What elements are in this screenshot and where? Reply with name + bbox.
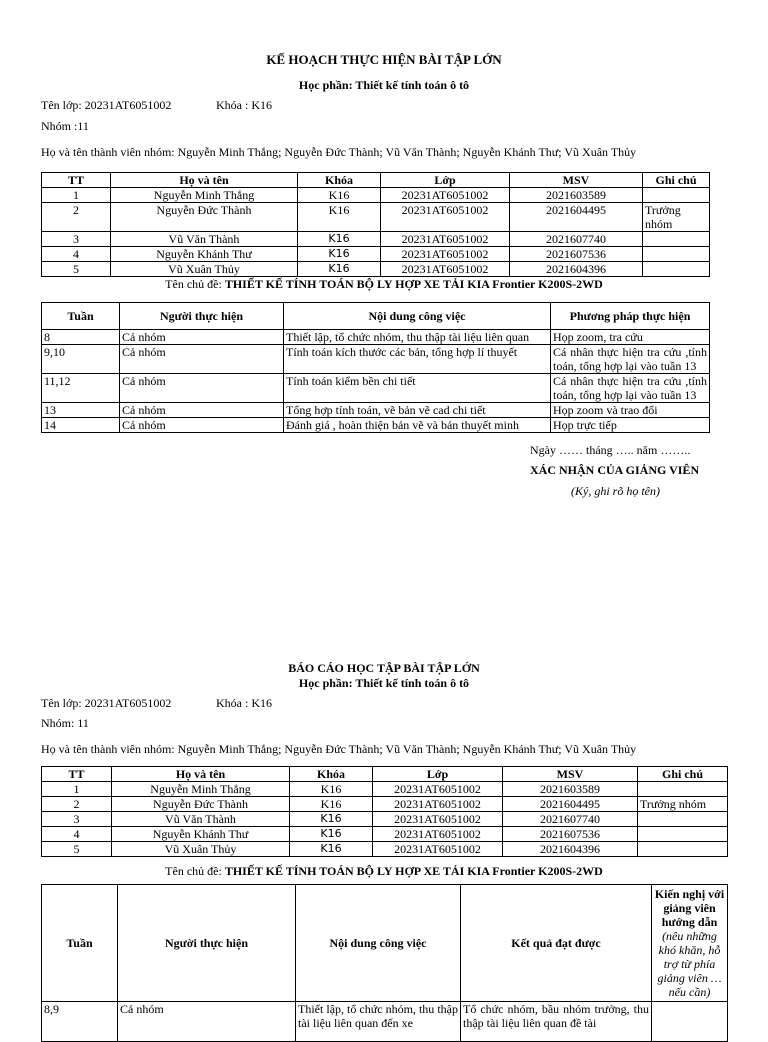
header-class: Lớp: [373, 767, 503, 782]
table-row: [42, 262, 710, 277]
cell-note: [638, 842, 728, 857]
cell-course: K16: [290, 797, 373, 812]
header-content: Nội dung công việc: [284, 303, 551, 330]
cell-msv: 2021604495: [503, 797, 638, 812]
cell-tt: 3: [42, 812, 112, 827]
cell-person: Cả nhóm: [120, 330, 284, 345]
report-title: BÁO CÁO HỌC TẬP BÀI TẬP LỚN: [288, 661, 480, 675]
table-row: [42, 203, 710, 232]
cell-method: Họp trực tiếp: [551, 418, 710, 433]
cell-msv: 2021604396: [510, 262, 643, 277]
cell-person: Cả nhóm: [120, 403, 284, 418]
topic-name: THIẾT KẾ TÍNH TOÁN BỘ LY HỢP XE TẢI KIA Frontier K200S-2WD: [224, 864, 603, 878]
cell-note: [643, 232, 710, 247]
cell-week: 8,9: [42, 1002, 118, 1042]
topic-label: Tên chủ đề:: [165, 277, 225, 291]
cell-msv: 2021604396: [503, 842, 638, 857]
plan-table: [41, 302, 710, 433]
cell-msv: 2021604495: [510, 203, 643, 232]
cell-note: [638, 827, 728, 842]
cell-tt: 2: [42, 797, 112, 812]
header-course: Khóa: [298, 173, 381, 188]
cell-person: Cả nhóm: [120, 418, 284, 433]
header-week: Tuần: [42, 885, 118, 1002]
header-class: Lớp: [381, 173, 510, 188]
members-header-row: [42, 173, 710, 188]
table-row: [42, 403, 710, 418]
header-name: Họ và tên: [112, 767, 290, 782]
header-tt: TT: [42, 173, 111, 188]
group-line: Nhóm :11: [41, 119, 89, 133]
table-row: [42, 1002, 728, 1042]
cell-class: 20231AT6051002: [373, 842, 503, 857]
report-table: [41, 884, 728, 1042]
table-row: [42, 374, 710, 403]
members-line: Họ và tên thành viên nhóm: Nguyễn Minh Thắng; Nguyễn Đức Thành; Vũ Văn Thành; Nguyễn Khánh Thư; Vũ Xuân Thủy: [41, 742, 637, 756]
cell-tt: 4: [42, 247, 111, 262]
header-msv: MSV: [510, 173, 643, 188]
header-week: Tuần: [42, 303, 120, 330]
cell-name: Nguyễn Đức Thành: [112, 797, 290, 812]
plan-subtitle: Học phần: Thiết kế tính toán ô tô: [298, 78, 470, 92]
header-course: Khóa: [290, 767, 373, 782]
course-line: Khóa : K16: [216, 696, 272, 710]
cell-note: [643, 188, 710, 203]
cell-name: Nguyễn Đức Thành: [111, 203, 298, 232]
header-content: Nội dung công việc: [296, 885, 461, 1002]
cell-week: 9,10: [42, 345, 120, 374]
table-row: [42, 247, 710, 262]
cell-course: K16: [298, 232, 381, 247]
cell-note: [643, 247, 710, 262]
cell-class: 20231AT6051002: [373, 827, 503, 842]
cell-class: 20231AT6051002: [381, 232, 510, 247]
table-row: [42, 232, 710, 247]
plan-header-row: [42, 303, 710, 330]
cell-msv: 2021607740: [503, 812, 638, 827]
cell-class: 20231AT6051002: [381, 247, 510, 262]
table-row: [42, 797, 728, 812]
table-row: [42, 812, 728, 827]
cell-method: Họp zoom, tra cứu: [551, 330, 710, 345]
cell-tt: 1: [42, 188, 111, 203]
table-row: [42, 418, 710, 433]
header-suggestion: [652, 885, 728, 1002]
cell-name: Vũ Xuân Thủy: [112, 842, 290, 857]
cell-week: 14: [42, 418, 120, 433]
cell-msv: 2021607536: [503, 827, 638, 842]
cell-class: 20231AT6051002: [381, 188, 510, 203]
cell-class: 20231AT6051002: [381, 203, 510, 232]
topic-label: Tên chủ đề:: [165, 864, 225, 878]
confirm-heading: XÁC NHẬN CỦA GIẢNG VIÊN: [530, 463, 700, 477]
cell-method: Cá nhân thực hiện tra cứu ,tính toán, tổng hợp lại vào tuần 13: [551, 345, 710, 374]
cell-note: [638, 782, 728, 797]
cell-week: 13: [42, 403, 120, 418]
cell-msv: 2021603589: [503, 782, 638, 797]
cell-msv: 2021607536: [510, 247, 643, 262]
suggestion-title: Kiến nghị với giảng viên hướng dẫn: [654, 887, 725, 929]
cell-course: K16: [290, 842, 373, 857]
cell-name: Vũ Văn Thành: [111, 232, 298, 247]
cell-content: Tổng hợp tính toán, vẽ bản vẽ cad chi tiết: [284, 403, 551, 418]
topic-name: THIẾT KẾ TÍNH TOÁN BỘ LY HỢP XE TẢI KIA Frontier K200S-2WD: [224, 277, 603, 291]
cell-note: Trưởng nhóm: [643, 203, 710, 232]
plan-title: KẾ HOẠCH THỰC HIỆN BÀI TẬP LỚN: [266, 52, 502, 67]
header-note: Ghi chú: [643, 173, 710, 188]
cell-week: 11,12: [42, 374, 120, 403]
cell-class: 20231AT6051002: [373, 782, 503, 797]
table-row: [42, 345, 710, 374]
cell-result: Tổ chức nhóm, bầu nhóm trưởng, thu thập tài liệu liên quan đề tài: [461, 1002, 652, 1042]
cell-suggestion: [652, 1002, 728, 1042]
header-tt: TT: [42, 767, 112, 782]
members-line: Họ và tên thành viên nhóm: Nguyễn Minh Thắng; Nguyễn Đức Thành; Vũ Văn Thành; Nguyễn Khánh Thư; Vũ Xuân Thủy: [41, 145, 637, 159]
cell-name: Nguyễn Khánh Thư: [111, 247, 298, 262]
cell-msv: 2021603589: [510, 188, 643, 203]
sign-note: (Ký, ghi rõ họ tên): [571, 484, 660, 498]
date-line: Ngày …… tháng ….. năm ……..: [530, 443, 691, 457]
cell-class: 20231AT6051002: [373, 812, 503, 827]
report-subtitle: Học phần: Thiết kế tính toán ô tô: [298, 676, 470, 690]
members-table: [41, 172, 710, 277]
cell-content: Đánh giá , hoàn thiện bản vẽ và bản thuyết minh: [284, 418, 551, 433]
cell-person: Cả nhóm: [120, 374, 284, 403]
table-row: [42, 842, 728, 857]
header-note: Ghi chú: [638, 767, 728, 782]
report-header-row: [42, 885, 728, 1002]
cell-person: Cả nhóm: [120, 345, 284, 374]
cell-content: Thiết lập, tổ chức nhóm, thu thập tài liệu liên quan: [284, 330, 551, 345]
header-msv: MSV: [503, 767, 638, 782]
topic-line: [0, 277, 768, 292]
cell-class: 20231AT6051002: [373, 797, 503, 812]
group-line: Nhóm: 11: [41, 716, 89, 730]
cell-note: Trưởng nhóm: [638, 797, 728, 812]
topic-line: [0, 864, 768, 879]
class-line: Tên lớp: 20231AT6051002: [41, 696, 172, 710]
cell-method: Họp zoom và trao đổi: [551, 403, 710, 418]
cell-class: 20231AT6051002: [381, 262, 510, 277]
suggestion-note: (nêu những khó khăn, hỗ trợ từ phía giảng viên … nếu cần): [657, 929, 722, 999]
class-line: Tên lớp: 20231AT6051002: [41, 98, 172, 112]
cell-tt: 5: [42, 842, 112, 857]
table-row: [42, 330, 710, 345]
cell-content: Tính toán kích thước các bản, tổng hợp lí thuyết: [284, 345, 551, 374]
cell-course: K16: [290, 827, 373, 842]
header-person: Người thực hiện: [120, 303, 284, 330]
members-header-row: [42, 767, 728, 782]
header-method: Phương pháp thực hiện: [551, 303, 710, 330]
header-name: Họ và tên: [111, 173, 298, 188]
cell-course: K16: [290, 812, 373, 827]
cell-course: K16: [298, 203, 381, 232]
cell-tt: 1: [42, 782, 112, 797]
cell-week: 8: [42, 330, 120, 345]
cell-tt: 5: [42, 262, 111, 277]
cell-person: Cả nhóm: [118, 1002, 296, 1042]
cell-course: K16: [298, 247, 381, 262]
cell-name: Vũ Xuân Thủy: [111, 262, 298, 277]
cell-name: Nguyễn Minh Thắng: [111, 188, 298, 203]
cell-note: [643, 262, 710, 277]
cell-course: K16: [290, 782, 373, 797]
cell-tt: 2: [42, 203, 111, 232]
members-table: [41, 766, 728, 857]
cell-note: [638, 812, 728, 827]
cell-msv: 2021607740: [510, 232, 643, 247]
cell-tt: 4: [42, 827, 112, 842]
cell-course: K16: [298, 262, 381, 277]
table-row: [42, 188, 710, 203]
course-line: Khóa : K16: [216, 98, 272, 112]
cell-content: Thiết lập, tổ chức nhóm, thu thập tài liệu liên quan đến xe: [296, 1002, 461, 1042]
cell-content: Tính toán kiểm bền chi tiết: [284, 374, 551, 403]
cell-name: Nguyễn Minh Thắng: [112, 782, 290, 797]
header-result: Kết quả đạt được: [461, 885, 652, 1002]
cell-tt: 3: [42, 232, 111, 247]
table-row: [42, 782, 728, 797]
header-person: Người thực hiện: [118, 885, 296, 1002]
cell-method: Cá nhân thực hiện tra cứu ,tính toán, tổng hợp lại vào tuần 13: [551, 374, 710, 403]
cell-course: K16: [298, 188, 381, 203]
cell-name: Nguyễn Khánh Thư: [112, 827, 290, 842]
table-row: [42, 827, 728, 842]
cell-name: Vũ Văn Thành: [112, 812, 290, 827]
